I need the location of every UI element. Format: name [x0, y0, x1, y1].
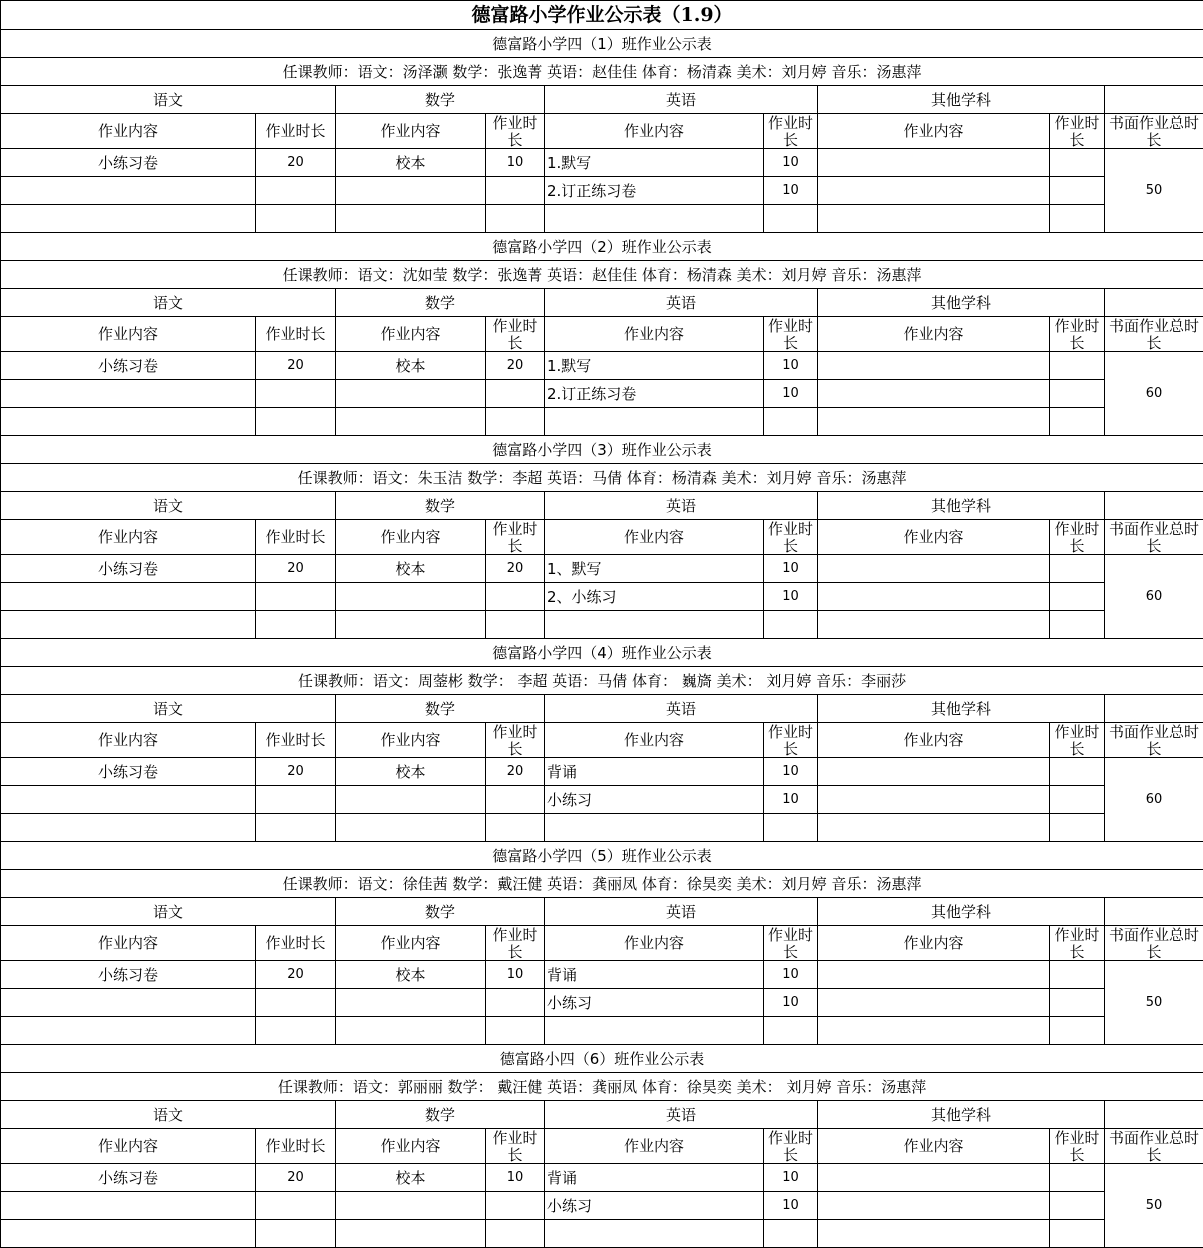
- other-content: [818, 758, 1050, 786]
- english-duration: 10: [764, 352, 818, 380]
- other-content: [818, 555, 1050, 583]
- chinese-content-header: 作业内容: [1, 1129, 256, 1164]
- english-content: [545, 611, 764, 639]
- math-duration: [486, 1192, 545, 1220]
- english-duration: 10: [764, 149, 818, 177]
- english-content: 背诵: [545, 758, 764, 786]
- total-written-duration-header: 书面作业总时长: [1105, 1129, 1203, 1164]
- teacher-list: 任课教师：语文：周蓥彬 数学： 李超 英语：马倩 体育： 巍旖 美术： 刘月婷 音乐：李丽莎: [1, 667, 1203, 695]
- math-content: 校本: [336, 149, 486, 177]
- english-content: [545, 408, 764, 436]
- english-content-header: 作业内容: [545, 1129, 764, 1164]
- other-duration: [1050, 786, 1105, 814]
- class-title: 德富路小四（6）班作业公示表: [1, 1045, 1203, 1073]
- math-duration-header: 作业时长: [486, 1129, 545, 1164]
- other-content: [818, 989, 1050, 1017]
- chinese-content: 小练习卷: [1, 149, 256, 177]
- math-content: [336, 1192, 486, 1220]
- chinese-header: 语文: [1, 1101, 336, 1129]
- other-duration: [1050, 380, 1105, 408]
- math-content: [336, 611, 486, 639]
- other-duration-header: 作业时长: [1050, 723, 1105, 758]
- chinese-duration: [256, 380, 336, 408]
- chinese-duration: 20: [256, 352, 336, 380]
- other-duration-header: 作业时长: [1050, 317, 1105, 352]
- other-duration: [1050, 149, 1105, 177]
- english-duration: 10: [764, 555, 818, 583]
- other-duration: [1050, 1220, 1105, 1248]
- english-content: 2.订正练习卷: [545, 380, 764, 408]
- chinese-content: [1, 814, 256, 842]
- math-content: [336, 177, 486, 205]
- english-duration: 10: [764, 786, 818, 814]
- chinese-content: 小练习卷: [1, 1164, 256, 1192]
- chinese-content: [1, 205, 256, 233]
- page-title: 德富路小学作业公示表（1.9）: [1, 1, 1203, 30]
- math-duration: 10: [486, 961, 545, 989]
- class-title: 德富路小学四（5）班作业公示表: [1, 842, 1203, 870]
- math-content-header: 作业内容: [336, 926, 486, 961]
- math-content: [336, 814, 486, 842]
- other-subjects-header: 其他学科: [818, 86, 1105, 114]
- total-written-duration-header: 书面作业总时长: [1105, 723, 1203, 758]
- math-content: [336, 1220, 486, 1248]
- english-duration: 10: [764, 583, 818, 611]
- other-content: [818, 814, 1050, 842]
- english-content: 1.默写: [545, 149, 764, 177]
- english-content: [545, 1220, 764, 1248]
- english-content: 小练习: [545, 989, 764, 1017]
- english-content-header: 作业内容: [545, 520, 764, 555]
- other-subjects-header: 其他学科: [818, 289, 1105, 317]
- total-written-duration-header: 书面作业总时长: [1105, 114, 1203, 149]
- empty-cell: [1105, 898, 1203, 926]
- teacher-list: 任课教师：语文：汤泽灏 数学：张逸菁 英语：赵佳佳 体育：杨清森 美术：刘月婷 音乐：汤惠萍: [1, 58, 1203, 86]
- chinese-header: 语文: [1, 289, 336, 317]
- chinese-header: 语文: [1, 695, 336, 723]
- teacher-list: 任课教师：语文：郭丽丽 数学： 戴汪健 英语：龚丽凤 体育：徐昊奕 美术： 刘月婷 音乐：汤惠萍: [1, 1073, 1203, 1101]
- chinese-content-header: 作业内容: [1, 926, 256, 961]
- other-duration: [1050, 611, 1105, 639]
- other-duration-header: 作业时长: [1050, 926, 1105, 961]
- english-content-header: 作业内容: [545, 317, 764, 352]
- other-content: [818, 786, 1050, 814]
- other-content-header: 作业内容: [818, 317, 1050, 352]
- teacher-list: 任课教师：语文：朱玉洁 数学：李超 英语：马倩 体育：杨清森 美术：刘月婷 音乐：汤惠萍: [1, 464, 1203, 492]
- english-content: 背诵: [545, 1164, 764, 1192]
- english-duration: [764, 611, 818, 639]
- chinese-duration: [256, 1017, 336, 1045]
- chinese-duration: [256, 814, 336, 842]
- math-duration: [486, 786, 545, 814]
- english-duration: [764, 408, 818, 436]
- math-duration: 10: [486, 149, 545, 177]
- math-duration: [486, 989, 545, 1017]
- chinese-duration: 20: [256, 961, 336, 989]
- teacher-list: 任课教师：语文：沈如莹 数学：张逸菁 英语：赵佳佳 体育：杨清森 美术：刘月婷 音乐：汤惠萍: [1, 261, 1203, 289]
- other-subjects-header: 其他学科: [818, 1101, 1105, 1129]
- english-duration: [764, 1220, 818, 1248]
- chinese-duration: [256, 177, 336, 205]
- chinese-duration: 20: [256, 758, 336, 786]
- math-duration-header: 作业时长: [486, 317, 545, 352]
- math-duration-header: 作业时长: [486, 723, 545, 758]
- chinese-duration-header: 作业时长: [256, 723, 336, 758]
- english-duration: 10: [764, 961, 818, 989]
- chinese-header: 语文: [1, 492, 336, 520]
- other-content: [818, 205, 1050, 233]
- chinese-content: 小练习卷: [1, 555, 256, 583]
- chinese-duration: [256, 408, 336, 436]
- class-title: 德富路小学四（2）班作业公示表: [1, 233, 1203, 261]
- math-content: [336, 1017, 486, 1045]
- english-content: [545, 205, 764, 233]
- english-content: 2.订正练习卷: [545, 177, 764, 205]
- chinese-duration-header: 作业时长: [256, 926, 336, 961]
- english-header: 英语: [545, 289, 818, 317]
- chinese-duration: [256, 1192, 336, 1220]
- english-duration: 10: [764, 380, 818, 408]
- other-duration: [1050, 814, 1105, 842]
- total-written-duration-header: 书面作业总时长: [1105, 520, 1203, 555]
- math-duration-header: 作业时长: [486, 520, 545, 555]
- math-header: 数学: [336, 289, 545, 317]
- math-duration: 10: [486, 1164, 545, 1192]
- other-content-header: 作业内容: [818, 723, 1050, 758]
- other-duration-header: 作业时长: [1050, 114, 1105, 149]
- empty-cell: [1105, 492, 1203, 520]
- math-duration-header: 作业时长: [486, 926, 545, 961]
- other-content: [818, 149, 1050, 177]
- math-header: 数学: [336, 898, 545, 926]
- chinese-duration-header: 作业时长: [256, 1129, 336, 1164]
- english-header: 英语: [545, 695, 818, 723]
- other-content: [818, 1192, 1050, 1220]
- chinese-duration: [256, 611, 336, 639]
- class-title: 德富路小学四（3）班作业公示表: [1, 436, 1203, 464]
- total-written-duration: 50: [1105, 1164, 1203, 1248]
- chinese-duration-header: 作业时长: [256, 114, 336, 149]
- math-duration-header: 作业时长: [486, 114, 545, 149]
- empty-cell: [1105, 695, 1203, 723]
- total-written-duration: 60: [1105, 555, 1203, 639]
- english-duration-header: 作业时长: [764, 926, 818, 961]
- english-header: 英语: [545, 898, 818, 926]
- other-content-header: 作业内容: [818, 926, 1050, 961]
- english-header: 英语: [545, 1101, 818, 1129]
- total-written-duration: 60: [1105, 352, 1203, 436]
- math-header: 数学: [336, 492, 545, 520]
- english-duration-header: 作业时长: [764, 114, 818, 149]
- english-content: 小练习: [545, 1192, 764, 1220]
- math-content-header: 作业内容: [336, 114, 486, 149]
- other-duration-header: 作业时长: [1050, 520, 1105, 555]
- english-duration-header: 作业时长: [764, 1129, 818, 1164]
- other-content-header: 作业内容: [818, 520, 1050, 555]
- english-duration: 10: [764, 177, 818, 205]
- chinese-content: [1, 611, 256, 639]
- math-duration: [486, 408, 545, 436]
- other-content: [818, 1164, 1050, 1192]
- other-duration-header: 作业时长: [1050, 1129, 1105, 1164]
- chinese-content: [1, 408, 256, 436]
- english-header: 英语: [545, 492, 818, 520]
- math-duration: [486, 611, 545, 639]
- english-duration: 10: [764, 1164, 818, 1192]
- english-content: 1、默写: [545, 555, 764, 583]
- chinese-content: [1, 380, 256, 408]
- math-content-header: 作业内容: [336, 1129, 486, 1164]
- chinese-header: 语文: [1, 86, 336, 114]
- chinese-duration: 20: [256, 555, 336, 583]
- other-duration: [1050, 989, 1105, 1017]
- chinese-duration-header: 作业时长: [256, 317, 336, 352]
- chinese-content: [1, 1017, 256, 1045]
- class-title: 德富路小学四（1）班作业公示表: [1, 30, 1203, 58]
- chinese-content: [1, 989, 256, 1017]
- math-header: 数学: [336, 1101, 545, 1129]
- math-content-header: 作业内容: [336, 317, 486, 352]
- math-header: 数学: [336, 86, 545, 114]
- other-content: [818, 1220, 1050, 1248]
- chinese-content: 小练习卷: [1, 961, 256, 989]
- chinese-content-header: 作业内容: [1, 723, 256, 758]
- english-header: 英语: [545, 86, 818, 114]
- class-title: 德富路小学四（4）班作业公示表: [1, 639, 1203, 667]
- other-content: [818, 961, 1050, 989]
- chinese-content: [1, 1220, 256, 1248]
- empty-cell: [1105, 86, 1203, 114]
- chinese-content-header: 作业内容: [1, 317, 256, 352]
- other-duration: [1050, 177, 1105, 205]
- english-duration: [764, 814, 818, 842]
- english-content: 2、小练习: [545, 583, 764, 611]
- other-content: [818, 352, 1050, 380]
- chinese-content-header: 作业内容: [1, 520, 256, 555]
- other-content: [818, 380, 1050, 408]
- english-duration: [764, 1017, 818, 1045]
- other-duration: [1050, 961, 1105, 989]
- total-written-duration: 50: [1105, 149, 1203, 233]
- other-content-header: 作业内容: [818, 1129, 1050, 1164]
- english-content-header: 作业内容: [545, 723, 764, 758]
- english-duration-header: 作业时长: [764, 520, 818, 555]
- math-header: 数学: [336, 695, 545, 723]
- other-duration: [1050, 1192, 1105, 1220]
- math-duration: 20: [486, 758, 545, 786]
- math-content: 校本: [336, 758, 486, 786]
- english-duration-header: 作业时长: [764, 723, 818, 758]
- english-content: 小练习: [545, 786, 764, 814]
- english-duration: 10: [764, 758, 818, 786]
- math-content: [336, 380, 486, 408]
- chinese-duration: [256, 205, 336, 233]
- math-duration: 20: [486, 352, 545, 380]
- other-subjects-header: 其他学科: [818, 898, 1105, 926]
- english-duration: [764, 205, 818, 233]
- english-duration: 10: [764, 989, 818, 1017]
- other-content-header: 作业内容: [818, 114, 1050, 149]
- english-content-header: 作业内容: [545, 926, 764, 961]
- english-content-header: 作业内容: [545, 114, 764, 149]
- math-content: [336, 786, 486, 814]
- math-duration: 20: [486, 555, 545, 583]
- other-duration: [1050, 758, 1105, 786]
- other-subjects-header: 其他学科: [818, 695, 1105, 723]
- chinese-content: [1, 177, 256, 205]
- total-written-duration-header: 书面作业总时长: [1105, 317, 1203, 352]
- empty-cell: [1105, 289, 1203, 317]
- chinese-content: [1, 1192, 256, 1220]
- english-content: 1.默写: [545, 352, 764, 380]
- other-duration: [1050, 352, 1105, 380]
- chinese-duration-header: 作业时长: [256, 520, 336, 555]
- chinese-duration: 20: [256, 1164, 336, 1192]
- chinese-content: [1, 583, 256, 611]
- math-duration: [486, 205, 545, 233]
- chinese-duration: [256, 1220, 336, 1248]
- math-duration: [486, 1017, 545, 1045]
- chinese-content: [1, 786, 256, 814]
- other-duration: [1050, 1164, 1105, 1192]
- math-content: [336, 408, 486, 436]
- empty-cell: [1105, 1101, 1203, 1129]
- math-content: 校本: [336, 555, 486, 583]
- chinese-content: 小练习卷: [1, 758, 256, 786]
- total-written-duration: 60: [1105, 758, 1203, 842]
- math-duration: [486, 814, 545, 842]
- math-content: 校本: [336, 352, 486, 380]
- other-content: [818, 177, 1050, 205]
- chinese-header: 语文: [1, 898, 336, 926]
- chinese-content-header: 作业内容: [1, 114, 256, 149]
- english-content: 背诵: [545, 961, 764, 989]
- math-duration: [486, 380, 545, 408]
- other-duration: [1050, 555, 1105, 583]
- other-content: [818, 408, 1050, 436]
- other-duration: [1050, 408, 1105, 436]
- chinese-duration: [256, 786, 336, 814]
- math-content: 校本: [336, 1164, 486, 1192]
- other-duration: [1050, 205, 1105, 233]
- math-duration: [486, 583, 545, 611]
- other-duration: [1050, 1017, 1105, 1045]
- total-written-duration: 50: [1105, 961, 1203, 1045]
- english-content: [545, 1017, 764, 1045]
- other-subjects-header: 其他学科: [818, 492, 1105, 520]
- math-content-header: 作业内容: [336, 520, 486, 555]
- math-duration: [486, 177, 545, 205]
- other-content: [818, 1017, 1050, 1045]
- math-content-header: 作业内容: [336, 723, 486, 758]
- other-content: [818, 611, 1050, 639]
- chinese-content: 小练习卷: [1, 352, 256, 380]
- math-content: [336, 583, 486, 611]
- total-written-duration-header: 书面作业总时长: [1105, 926, 1203, 961]
- other-content: [818, 583, 1050, 611]
- math-content: [336, 205, 486, 233]
- english-duration: 10: [764, 1192, 818, 1220]
- math-duration: [486, 1220, 545, 1248]
- english-content: [545, 814, 764, 842]
- chinese-duration: [256, 989, 336, 1017]
- math-content: [336, 989, 486, 1017]
- other-duration: [1050, 583, 1105, 611]
- chinese-duration: [256, 583, 336, 611]
- math-content: 校本: [336, 961, 486, 989]
- english-duration-header: 作业时长: [764, 317, 818, 352]
- chinese-duration: 20: [256, 149, 336, 177]
- teacher-list: 任课教师：语文：徐佳茜 数学：戴汪健 英语：龚丽凤 体育：徐昊奕 美术：刘月婷 音乐：汤惠萍: [1, 870, 1203, 898]
